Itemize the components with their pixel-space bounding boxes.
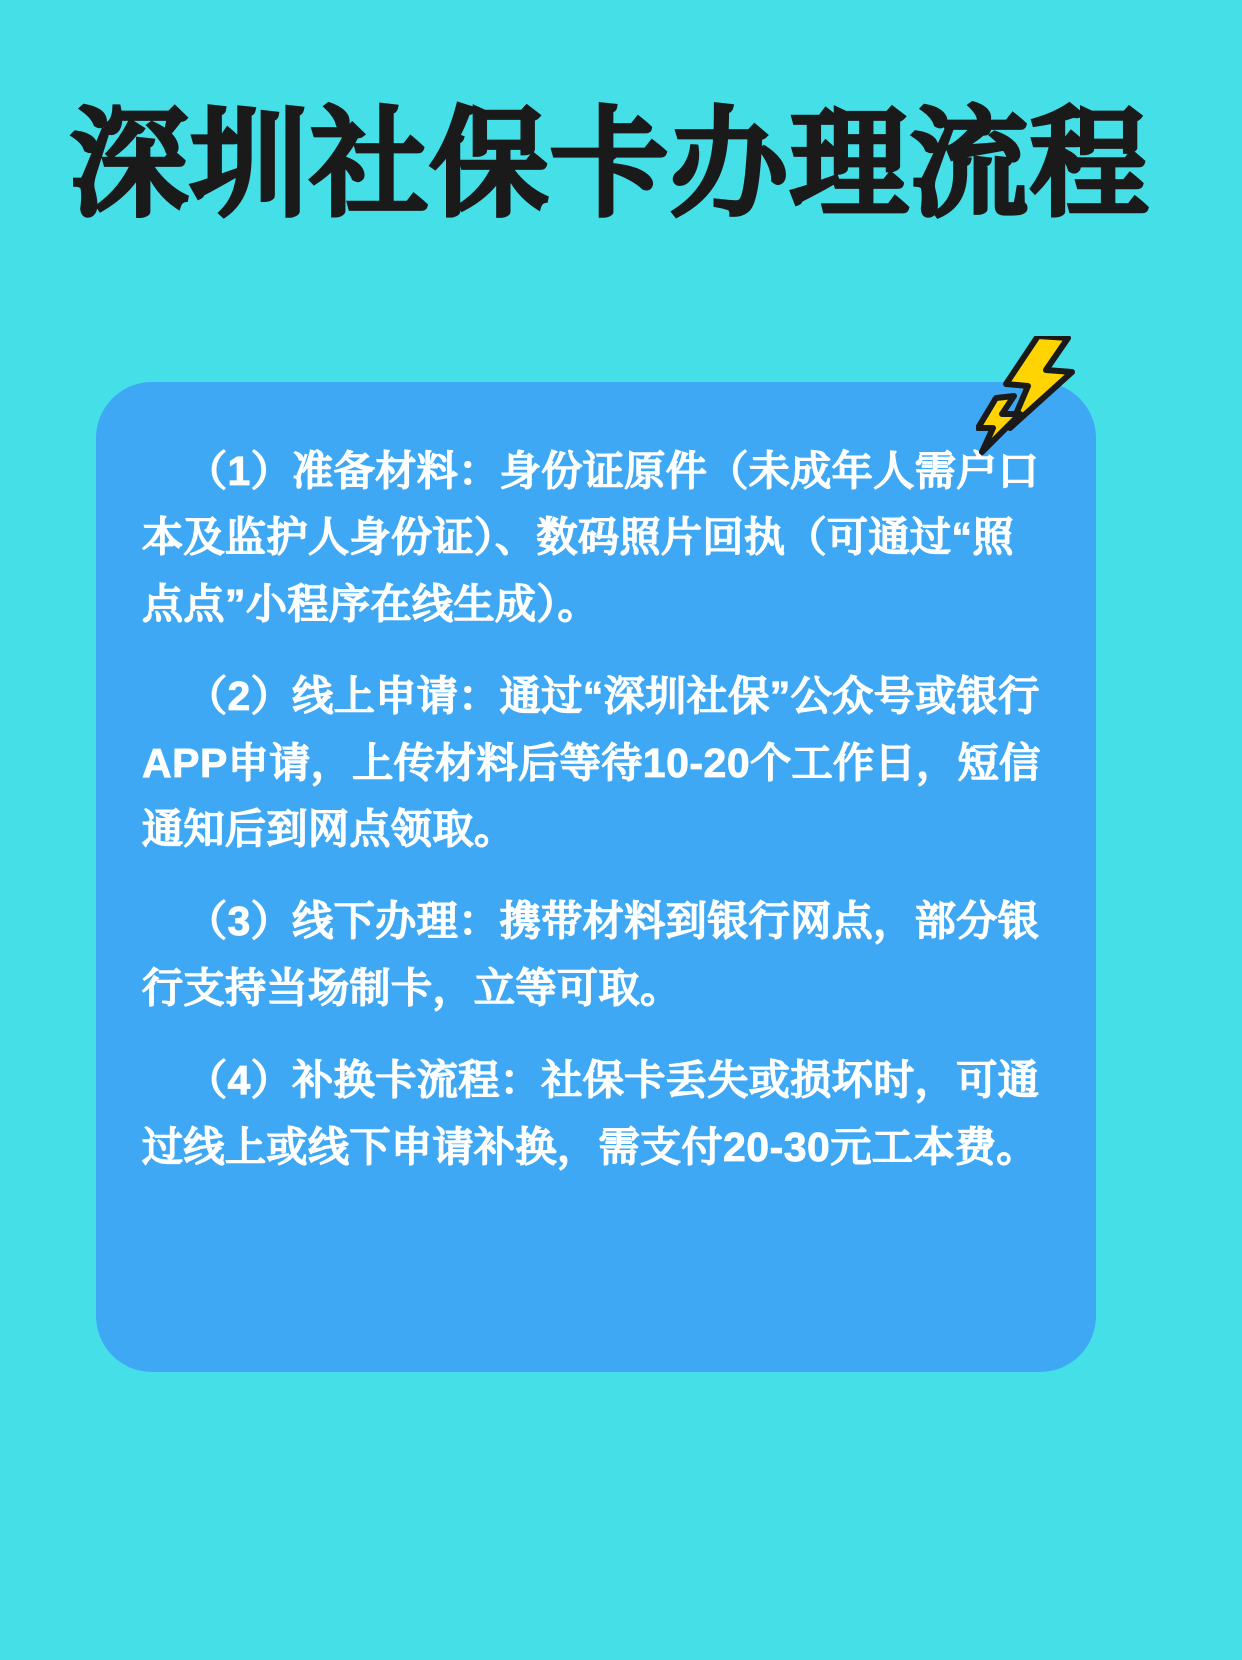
step-paragraph-1: （1）准备材料：身份证原件（未成年人需户口本及监护人身份证）、数码照片回执（可通过“照点点”小程序在线生成）。 [142, 448, 1040, 627]
step-paragraph-3: （3）线下办理：携带材料到银行网点，部分银行支持当场制卡，立等可取。 [142, 898, 1040, 1011]
step-paragraph-4: （4）补换卡流程：社保卡丢失或损坏时，可通过线上或线下申请补换，需支付20-30元工本费。 [142, 1057, 1040, 1170]
steps-card [96, 382, 1096, 1372]
step-paragraph-2: （2）线上申请：通过“深圳社保”公众号或银行APP申请，上传材料后等待10-20个工作日，短信通知后到网点领取。 [142, 673, 1041, 853]
lightning-bolt-icon [976, 336, 1086, 456]
page-title: 深圳社保卡办理流程 [70, 99, 1151, 231]
